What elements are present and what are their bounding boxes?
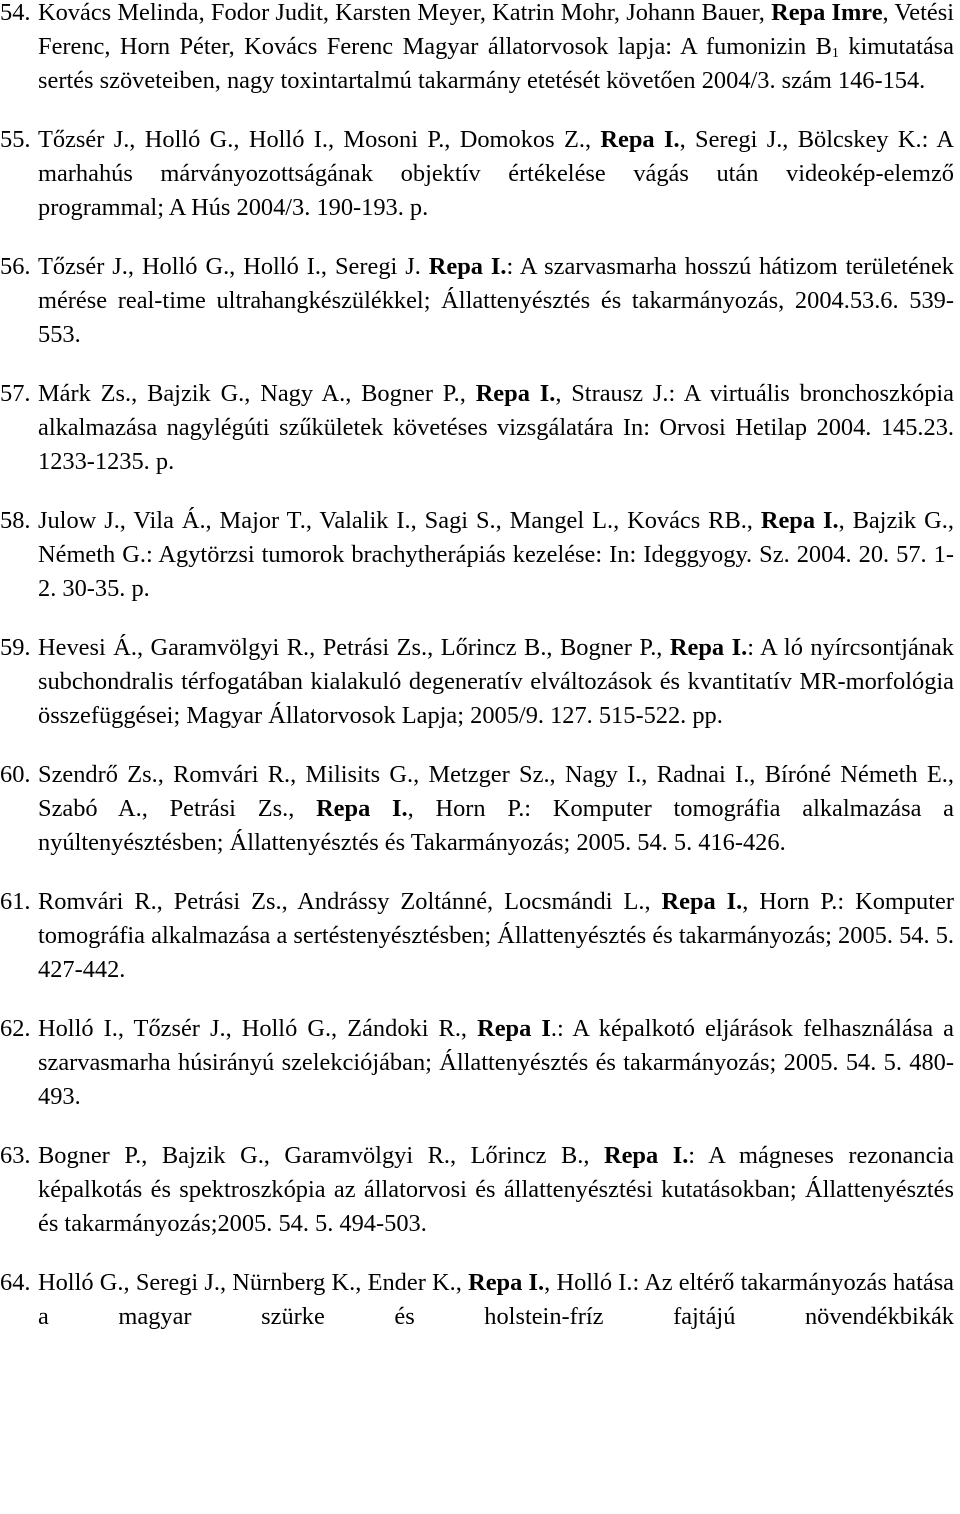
reference-text-continued: kimutatása sertés szöveteiben, nagy toxintartalmú takarmány etetését követően 2004/3. szám 146-154.	[38, 33, 954, 94]
reference-number: 56.	[0, 253, 31, 280]
reference-text: : A szarvasmarha hosszú hátizom területének mérése real-time ultrahangkészülékkel; Állattenyésztés és takarmányozás, 2004.53.6. 539-553.	[38, 253, 954, 348]
reference-text: .: A képalkotó eljárások felhasználása a szarvasmarha húsirányú szelekciójában; Állattenyésztés és takarmányozás; 2005. 54. 5. 480-493.	[38, 1015, 954, 1110]
reference-authors: Julow J., Vila Á., Major T., Valalik I., Sagi S., Mangel L., Kovács RB.,	[38, 507, 761, 534]
reference-entry-61	[0, 885, 954, 987]
reference-authors: Holló G., Seregi J., Nürnberg K., Ender K.,	[38, 1269, 469, 1296]
reference-authors: Bogner P., Bajzik G., Garamvölgyi R., Lőrincz B.,	[38, 1142, 604, 1169]
highlighted-author: Repa I.	[475, 380, 556, 407]
reference-entry-55	[0, 123, 954, 225]
reference-authors: Romvári R., Petrási Zs., Andrássy Zoltánné, Locsmándi L.,	[38, 888, 662, 915]
reference-number: 61.	[0, 888, 31, 915]
reference-entry-57	[0, 377, 955, 479]
reference-authors: Kovács Melinda, Fodor Judit, Karsten Meyer, Katrin Mohr, Johann Bauer,	[38, 0, 772, 26]
reference-authors: Tőzsér J., Holló G., Holló I., Mosoni P., Domokos Z.,	[38, 126, 601, 153]
highlighted-author: Repa I	[477, 1015, 551, 1042]
reference-authors: Holló I., Tőzsér J., Holló G., Zándoki R.,	[38, 1015, 478, 1042]
reference-entry-58	[0, 504, 954, 606]
reference-text: , Vetési Ferenc, Horn Péter, Kovács Ferenc Magyar állatorvosok lapja: A fumonizin B	[38, 0, 954, 60]
reference-text: , Horn P.: Komputer tomográfia alkalmazása a nyúltenyésztésben; Állattenyésztés és Takarmányozás; 2005. 54. 5. 416-426.	[38, 795, 954, 856]
highlighted-author: Repa Imre	[771, 0, 883, 26]
reference-number: 58.	[0, 507, 31, 534]
reference-number: 55.	[0, 126, 31, 153]
highlighted-author: Repa I.	[316, 795, 408, 822]
reference-entry-54	[0, 0, 954, 98]
reference-entry-56	[0, 250, 954, 352]
reference-text: : A ló nyírcsontjának subchondralis térfogatában kialakuló degeneratív elváltozások és kvantitatív MR-morfológia összefüggései; Magyar Állatorvosok Lapja; 2005/9. 127. 515-522. pp.	[38, 634, 954, 729]
reference-text: , Holló I.: Az eltérő takarmányozás hatása a magyar szürke és holstein-fríz fajtájú növendékbikák	[38, 1269, 955, 1330]
reference-entry-62	[0, 1012, 954, 1114]
reference-entry-60	[0, 758, 954, 860]
reference-number: 57.	[0, 380, 31, 407]
highlighted-author: Repa I.	[468, 1269, 545, 1296]
reference-number: 59.	[0, 634, 31, 661]
reference-number: 63.	[0, 1142, 31, 1169]
highlighted-author: Repa I.	[661, 888, 743, 915]
reference-authors: Szendrő Zs., Romvári R., Milisits G., Metzger Sz., Nagy I., Radnai I., Bíróné Németh E., Szabó A., Petrási Zs.,	[38, 761, 954, 822]
reference-text: : A mágneses rezonancia képalkotás és spektroszkópia az állatorvosi és állattenyésztési kutatásokban; Állattenyésztés és takarmányozás;2005. 54. 5. 494-503.	[38, 1142, 954, 1237]
reference-authors: Hevesi Á., Garamvölgyi R., Petrási Zs., Lőrincz B., Bogner P.,	[38, 634, 670, 661]
reference-text: , Horn P.: Komputer tomográfia alkalmazása a sertéstenyésztésben; Állattenyésztés és takarmányozás; 2005. 54. 5. 427-442.	[38, 888, 954, 983]
reference-entry-59	[0, 631, 954, 733]
reference-number: 62.	[0, 1015, 31, 1042]
reference-authors: Márk Zs., Bajzik G., Nagy A., Bogner P.,	[38, 380, 476, 407]
highlighted-author: Repa I.	[428, 253, 507, 280]
reference-text: , Bajzik G., Németh G.: Agytörzsi tumorok brachytherápiás kezelése: In: Ideggyogy. Sz. 2004. 20. 57. 1-2. 30-35. p.	[38, 507, 954, 602]
reference-text: , Strausz J.: A virtuális bronchoszkópia alkalmazása nagylégúti szűkületek követéses vizsgálatára In: Orvosi Hetilap 2004. 145.23. 1233-1235. p.	[38, 380, 955, 475]
subscript-text: 1	[831, 46, 839, 61]
reference-text: , Seregi J., Bölcskey K.: A marhahús márványozottságának objektív értékelése vágás után videokép-elemző programmal; A Hús 2004/3. 190-193. p.	[38, 126, 954, 221]
reference-authors: Tőzsér J., Holló G., Holló I., Seregi J.	[38, 253, 429, 280]
reference-number: 60.	[0, 761, 31, 788]
reference-number: 64.	[0, 1269, 31, 1296]
highlighted-author: Repa I.	[603, 1142, 689, 1169]
reference-entry-63	[0, 1139, 954, 1241]
highlighted-author: Repa I.	[600, 126, 680, 153]
reference-number: 54.	[0, 0, 31, 26]
highlighted-author: Repa I.	[760, 507, 839, 534]
reference-entry-64	[0, 1266, 955, 1334]
highlighted-author: Repa I.	[669, 634, 748, 661]
